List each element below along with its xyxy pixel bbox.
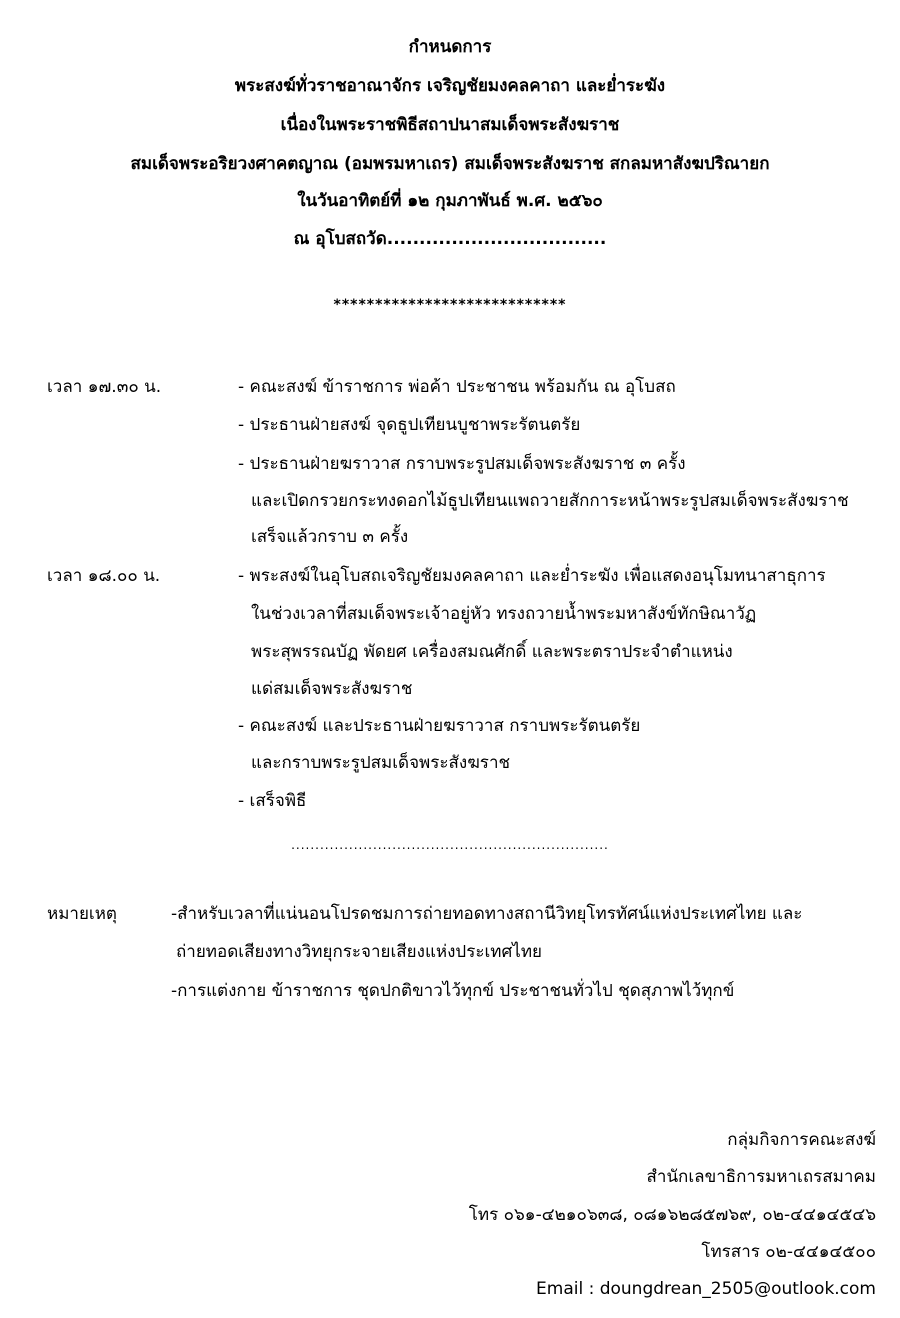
- schedule-line: - พระสงฆ์ในอุโบสถเจริญชัยมงคลคาถา และย่ำระฆัง เพื่อแสดงอนุโมทนาสาธุการ: [238, 566, 826, 586]
- doc-date: ในวันอาทิตย์ที่ ๑๒ กุมภาพันธ์ พ.ศ. ๒๕๖๐: [297, 191, 603, 211]
- email-address[interactable]: doungdrean_2505@outlook.com: [599, 1279, 876, 1299]
- schedule-line: - ประธานฝ่ายฆราวาส กราบพระรูปสมเด็จพระสังฆราช ๓ ครั้ง: [238, 454, 686, 474]
- contact-email-row: [536, 1278, 876, 1300]
- schedule-line: ในช่วงเวลาที่สมเด็จพระเจ้าอยู่หัว ทรงถวายน้ำพระมหาสังข์ทักษิณาวัฏ: [251, 604, 757, 624]
- contact-phone: โทร ๐๖๑-๔๒๑๐๖๓๘, ๐๘๑๖๒๘๕๗๖๙, ๐๒-๔๔๑๔๕๔๖: [468, 1205, 876, 1225]
- notes-label: หมายเหตุ: [47, 904, 117, 924]
- contact-office: สำนักเลขาธิการมหาเถรสมาคม: [646, 1167, 876, 1187]
- star-divider: ****************************: [333, 297, 567, 313]
- doc-subtitle-1: พระสงฆ์ทั่วราชอาณาจักร เจริญชัยมงคลคาถา และย่ำระฆัง: [234, 76, 666, 96]
- schedule-line: - ประธานฝ่ายสงฆ์ จุดธูปเทียนบูชาพระรัตนตรัย: [238, 415, 581, 435]
- note-line: -การแต่งกาย ข้าราชการ ชุดปกติขาวไว้ทุกข์ ประชาชนทั่วไป ชุดสุภาพไว้ทุกข์: [171, 981, 735, 1001]
- schedule-line: เสร็จแล้วกราบ ๓ ครั้ง: [251, 527, 409, 547]
- doc-venue: ณ อุโบสถวัด..................................: [293, 229, 607, 249]
- doc-subtitle-3: สมเด็จพระอริยวงศาคตญาณ (อมพรมหาเถร) สมเด็จพระสังฆราช สกลมหาสังฆปริณายก: [130, 154, 770, 174]
- schedule-line: - เสร็จพิธี: [238, 791, 307, 811]
- doc-title: กำหนดการ: [408, 37, 492, 57]
- schedule-line: พระสุพรรณบัฏ พัดยศ เครื่องสมณศักดิ์ และพระตราประจำตำแหน่ง: [251, 642, 733, 662]
- schedule-line: และกราบพระรูปสมเด็จพระสังฆราช: [251, 753, 511, 773]
- dot-divider: ..................................................................: [291, 838, 609, 852]
- email-label: Email :: [536, 1279, 595, 1299]
- schedule-time-1: เวลา ๑๗.๓๐ น.: [47, 377, 162, 397]
- schedule-time-2: เวลา ๑๘.๐๐ น.: [47, 566, 161, 586]
- contact-org: กลุ่มกิจการคณะสงฆ์: [727, 1130, 876, 1150]
- note-line: ถ่ายทอดเสียงทางวิทยุกระจายเสียงแห่งประเทศไทย: [176, 942, 542, 962]
- schedule-line: - คณะสงฆ์ และประธานฝ่ายฆราวาส กราบพระรัตนตรัย: [238, 716, 641, 736]
- doc-subtitle-2: เนื่องในพระราชพิธีสถาปนาสมเด็จพระสังฆราช: [280, 115, 620, 135]
- schedule-line: แด่สมเด็จพระสังฆราช: [251, 679, 413, 699]
- contact-fax: โทรสาร ๐๒-๔๔๑๔๕๐๐: [701, 1242, 876, 1262]
- note-line: -สำหรับเวลาที่แน่นอนโปรดชมการถ่ายทอดทางสถานีวิทยุโทรทัศน์แห่งประเทศไทย และ: [171, 904, 803, 924]
- schedule-line: - คณะสงฆ์ ข้าราชการ พ่อค้า ประชาชน พร้อมกัน ณ อุโบสถ: [238, 377, 676, 397]
- schedule-line: และเปิดกรวยกระทงดอกไม้ธูปเทียนแพถวายสักการะหน้าพระรูปสมเด็จพระสังฆราช: [251, 491, 849, 511]
